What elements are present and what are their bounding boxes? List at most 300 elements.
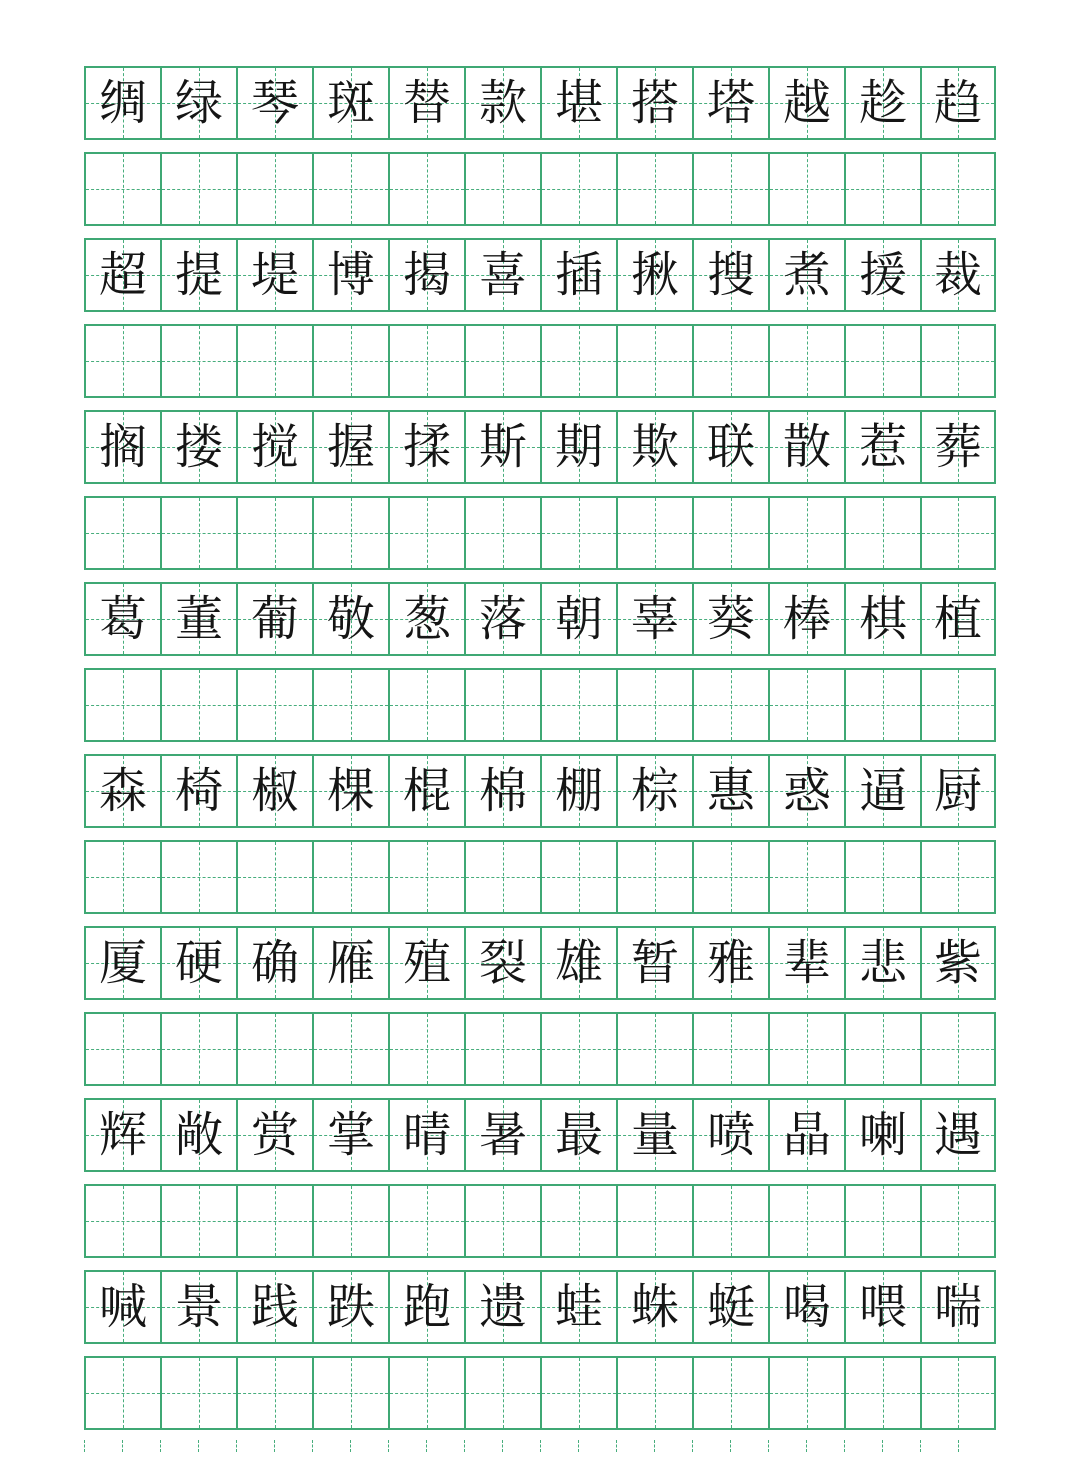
character-glyph (162, 326, 236, 396)
blank-cell (768, 1184, 844, 1258)
character-cell (692, 66, 768, 140)
practice-grid-sheet (84, 66, 996, 1442)
blank-cell (388, 324, 464, 398)
character-glyph (314, 670, 388, 740)
character-glyph (162, 154, 236, 224)
character-glyph (466, 1014, 540, 1084)
character-glyph (770, 1014, 844, 1084)
character-glyph (86, 1358, 160, 1428)
grid-tick (844, 1440, 920, 1454)
character-glyph (314, 326, 388, 396)
character-cell (84, 926, 160, 1000)
character-glyph: 棒 (782, 591, 831, 647)
character-row (84, 410, 996, 484)
character-glyph: 殖 (402, 935, 451, 991)
character-glyph: 逼 (858, 763, 907, 819)
blank-cell (312, 1356, 388, 1430)
blank-cell (768, 840, 844, 914)
character-cell (84, 582, 160, 656)
character-glyph (694, 1014, 768, 1084)
character-glyph: 敞 (174, 1107, 223, 1163)
grid-tick (160, 1440, 236, 1454)
character-glyph (162, 670, 236, 740)
blank-cell (236, 840, 312, 914)
character-cell (236, 926, 312, 1000)
character-glyph: 款 (478, 75, 527, 131)
blank-cell (160, 152, 236, 226)
character-glyph: 椅 (174, 763, 223, 819)
character-cell (236, 1270, 312, 1344)
character-glyph (466, 842, 540, 912)
character-cell (768, 582, 844, 656)
blank-cell (540, 152, 616, 226)
character-glyph (542, 154, 616, 224)
character-glyph (922, 326, 994, 396)
character-cell (312, 582, 388, 656)
blank-cell (540, 1356, 616, 1430)
character-cell (236, 1098, 312, 1172)
character-cell (388, 410, 464, 484)
character-cell (768, 66, 844, 140)
character-glyph: 趋 (933, 75, 982, 131)
character-row (84, 1098, 996, 1172)
blank-cell (388, 1012, 464, 1086)
character-glyph (846, 842, 920, 912)
character-cell (388, 754, 464, 828)
character-glyph: 堪 (554, 75, 603, 131)
character-glyph: 蜓 (706, 1279, 755, 1335)
character-cell (540, 1098, 616, 1172)
character-cell (160, 1098, 236, 1172)
character-glyph (238, 1186, 312, 1256)
character-glyph (770, 1358, 844, 1428)
character-glyph (618, 842, 692, 912)
blank-cell (312, 840, 388, 914)
character-glyph: 揉 (402, 419, 451, 475)
character-glyph: 煮 (782, 247, 831, 303)
character-cell (464, 410, 540, 484)
character-glyph: 葛 (98, 591, 147, 647)
blank-cell (540, 324, 616, 398)
blank-cell (768, 324, 844, 398)
grid-tick (464, 1440, 540, 1454)
character-glyph (390, 326, 464, 396)
character-glyph (542, 498, 616, 568)
character-glyph: 塔 (706, 75, 755, 131)
character-glyph: 喝 (782, 1279, 831, 1335)
character-cell (920, 410, 996, 484)
character-cell (540, 582, 616, 656)
character-glyph: 搭 (630, 75, 679, 131)
character-cell (540, 410, 616, 484)
character-glyph (922, 1186, 994, 1256)
character-glyph (694, 1358, 768, 1428)
character-glyph: 最 (554, 1107, 603, 1163)
character-glyph (846, 670, 920, 740)
blank-cell (768, 668, 844, 742)
character-cell (768, 410, 844, 484)
character-glyph: 搂 (174, 419, 223, 475)
character-glyph (162, 842, 236, 912)
blank-cell (84, 840, 160, 914)
character-cell (464, 1270, 540, 1344)
blank-cell (768, 1356, 844, 1430)
character-cell (464, 238, 540, 312)
character-glyph: 散 (782, 419, 831, 475)
character-cell (388, 926, 464, 1000)
character-glyph: 植 (933, 591, 982, 647)
blank-cell (312, 324, 388, 398)
blank-cell (920, 152, 996, 226)
blank-cell (464, 1184, 540, 1258)
character-glyph: 超 (98, 247, 147, 303)
character-cell (844, 1098, 920, 1172)
character-cell (160, 238, 236, 312)
character-glyph (86, 326, 160, 396)
character-glyph: 硬 (174, 935, 223, 991)
character-glyph (390, 670, 464, 740)
character-glyph (390, 842, 464, 912)
blank-practice-row (84, 668, 996, 742)
character-cell (768, 238, 844, 312)
blank-cell (312, 152, 388, 226)
character-cell (692, 410, 768, 484)
blank-cell (616, 1356, 692, 1430)
blank-cell (920, 1356, 996, 1430)
blank-cell (616, 840, 692, 914)
character-glyph: 喇 (858, 1107, 907, 1163)
character-glyph: 绸 (98, 75, 147, 131)
character-cell (540, 754, 616, 828)
character-glyph: 跑 (402, 1279, 451, 1335)
character-glyph: 斑 (326, 75, 375, 131)
character-glyph: 跌 (326, 1279, 375, 1335)
character-glyph: 掌 (326, 1107, 375, 1163)
character-glyph: 辉 (98, 1107, 147, 1163)
blank-cell (616, 496, 692, 570)
character-row (84, 1270, 996, 1344)
character-cell (84, 410, 160, 484)
blank-cell (236, 668, 312, 742)
character-cell (84, 238, 160, 312)
character-glyph: 惹 (858, 419, 907, 475)
character-glyph (770, 1186, 844, 1256)
blank-cell (312, 496, 388, 570)
blank-cell (388, 1356, 464, 1430)
character-row (84, 754, 996, 828)
character-cell (920, 238, 996, 312)
character-cell (616, 1098, 692, 1172)
character-glyph: 趁 (858, 75, 907, 131)
character-cell (768, 1270, 844, 1344)
character-glyph (846, 326, 920, 396)
blank-cell (464, 1012, 540, 1086)
character-glyph (390, 1186, 464, 1256)
character-cell (540, 1270, 616, 1344)
character-glyph (162, 498, 236, 568)
character-glyph: 敬 (326, 591, 375, 647)
character-cell (920, 754, 996, 828)
character-cell (464, 754, 540, 828)
blank-cell (312, 668, 388, 742)
blank-cell (540, 496, 616, 570)
character-cell (616, 582, 692, 656)
character-glyph: 提 (174, 247, 223, 303)
blank-cell (464, 324, 540, 398)
blank-cell (84, 668, 160, 742)
character-glyph (846, 498, 920, 568)
character-cell (616, 1270, 692, 1344)
character-cell (160, 410, 236, 484)
blank-practice-row (84, 840, 996, 914)
character-glyph (86, 1014, 160, 1084)
character-glyph (238, 154, 312, 224)
blank-cell (540, 1184, 616, 1258)
grid-tick (84, 1440, 160, 1454)
character-glyph: 落 (478, 591, 527, 647)
blank-cell (920, 1184, 996, 1258)
grid-tick (616, 1440, 692, 1454)
character-glyph (314, 1014, 388, 1084)
character-glyph (922, 842, 994, 912)
character-cell (464, 1098, 540, 1172)
character-glyph (922, 1014, 994, 1084)
blank-cell (312, 1184, 388, 1258)
character-glyph: 援 (858, 247, 907, 303)
blank-cell (160, 1184, 236, 1258)
character-glyph (466, 498, 540, 568)
blank-cell (920, 1012, 996, 1086)
character-cell (84, 1270, 160, 1344)
character-glyph (314, 1186, 388, 1256)
blank-cell (464, 152, 540, 226)
character-glyph (618, 1014, 692, 1084)
blank-cell (464, 668, 540, 742)
grid-tick (768, 1440, 844, 1454)
character-glyph (86, 498, 160, 568)
character-glyph: 蛙 (554, 1279, 603, 1335)
character-glyph: 揪 (630, 247, 679, 303)
character-glyph (846, 1014, 920, 1084)
blank-cell (236, 1184, 312, 1258)
character-glyph (314, 498, 388, 568)
character-cell (768, 1098, 844, 1172)
blank-cell (616, 668, 692, 742)
character-glyph: 葵 (706, 591, 755, 647)
character-glyph: 雄 (554, 935, 603, 991)
character-glyph (238, 1014, 312, 1084)
character-cell (920, 66, 996, 140)
character-cell (236, 754, 312, 828)
character-glyph: 联 (706, 419, 755, 475)
character-cell (844, 410, 920, 484)
character-glyph: 插 (554, 247, 603, 303)
character-glyph (314, 842, 388, 912)
character-glyph (542, 1358, 616, 1428)
blank-cell (160, 496, 236, 570)
character-row (84, 238, 996, 312)
character-glyph (238, 842, 312, 912)
character-glyph: 量 (630, 1107, 679, 1163)
character-glyph: 裁 (933, 247, 982, 303)
character-cell (388, 66, 464, 140)
character-cell (692, 582, 768, 656)
character-cell (312, 926, 388, 1000)
character-glyph (694, 670, 768, 740)
character-glyph (542, 1014, 616, 1084)
character-glyph: 惠 (706, 763, 755, 819)
character-glyph (390, 1014, 464, 1084)
character-glyph (86, 154, 160, 224)
blank-cell (540, 1012, 616, 1086)
character-cell (236, 410, 312, 484)
character-cell (768, 926, 844, 1000)
character-glyph (542, 842, 616, 912)
blank-cell (616, 1184, 692, 1258)
character-glyph: 遇 (933, 1107, 982, 1163)
blank-cell (388, 1184, 464, 1258)
character-glyph (694, 154, 768, 224)
character-cell (84, 66, 160, 140)
blank-practice-row (84, 496, 996, 570)
blank-cell (84, 1184, 160, 1258)
character-glyph (694, 498, 768, 568)
grid-continuation-ticks (84, 1440, 996, 1454)
blank-cell (692, 496, 768, 570)
character-cell (616, 754, 692, 828)
character-glyph (466, 670, 540, 740)
character-glyph: 绿 (174, 75, 223, 131)
character-glyph: 喷 (706, 1107, 755, 1163)
character-cell (844, 926, 920, 1000)
blank-cell (84, 152, 160, 226)
character-glyph (466, 1358, 540, 1428)
character-cell (388, 1098, 464, 1172)
grid-tick (692, 1440, 768, 1454)
character-glyph: 喂 (858, 1279, 907, 1335)
grid-tick (540, 1440, 616, 1454)
blank-cell (616, 324, 692, 398)
character-glyph (466, 154, 540, 224)
blank-cell (768, 496, 844, 570)
blank-cell (388, 668, 464, 742)
blank-cell (692, 324, 768, 398)
character-cell (464, 66, 540, 140)
character-glyph: 景 (174, 1279, 223, 1335)
character-cell (312, 410, 388, 484)
character-glyph: 暂 (630, 935, 679, 991)
character-glyph: 紫 (933, 935, 982, 991)
blank-cell (84, 496, 160, 570)
blank-cell (236, 324, 312, 398)
character-cell (844, 66, 920, 140)
blank-cell (84, 324, 160, 398)
character-glyph: 欺 (630, 419, 679, 475)
character-glyph (846, 154, 920, 224)
character-cell (540, 926, 616, 1000)
character-glyph (542, 326, 616, 396)
character-cell (692, 754, 768, 828)
character-glyph (922, 1358, 994, 1428)
blank-cell (844, 496, 920, 570)
blank-cell (464, 1356, 540, 1430)
character-glyph: 喜 (478, 247, 527, 303)
character-cell (844, 754, 920, 828)
character-glyph: 葡 (250, 591, 299, 647)
character-cell (920, 1098, 996, 1172)
blank-cell (236, 152, 312, 226)
character-glyph (618, 1186, 692, 1256)
character-glyph (314, 1358, 388, 1428)
character-glyph: 椒 (250, 763, 299, 819)
character-glyph: 棵 (326, 763, 375, 819)
character-glyph (466, 326, 540, 396)
blank-cell (844, 840, 920, 914)
blank-cell (844, 324, 920, 398)
character-cell (160, 926, 236, 1000)
character-glyph: 越 (782, 75, 831, 131)
blank-cell (920, 668, 996, 742)
character-cell (160, 66, 236, 140)
character-glyph: 厦 (98, 935, 147, 991)
character-cell (844, 1270, 920, 1344)
blank-cell (692, 1356, 768, 1430)
blank-cell (692, 668, 768, 742)
character-glyph (542, 670, 616, 740)
character-cell (616, 926, 692, 1000)
character-glyph (770, 154, 844, 224)
blank-practice-row (84, 1012, 996, 1086)
character-cell (312, 1098, 388, 1172)
character-glyph (846, 1186, 920, 1256)
character-glyph (238, 326, 312, 396)
character-glyph (618, 498, 692, 568)
character-glyph (390, 498, 464, 568)
character-cell (920, 582, 996, 656)
blank-cell (540, 668, 616, 742)
character-glyph: 斯 (478, 419, 527, 475)
character-glyph (314, 154, 388, 224)
character-cell (692, 1098, 768, 1172)
grid-tick (388, 1440, 464, 1454)
character-glyph: 遗 (478, 1279, 527, 1335)
character-glyph (86, 1186, 160, 1256)
character-glyph (770, 842, 844, 912)
character-glyph: 确 (250, 935, 299, 991)
character-cell (388, 582, 464, 656)
character-glyph (86, 670, 160, 740)
character-glyph (922, 154, 994, 224)
character-glyph (162, 1186, 236, 1256)
grid-tick (920, 1440, 996, 1454)
character-glyph: 棋 (858, 591, 907, 647)
character-glyph (846, 1358, 920, 1428)
blank-cell (920, 496, 996, 570)
character-glyph: 悲 (858, 935, 907, 991)
character-glyph: 棚 (554, 763, 603, 819)
blank-cell (920, 840, 996, 914)
character-glyph: 雅 (706, 935, 755, 991)
character-cell (844, 238, 920, 312)
blank-practice-row (84, 152, 996, 226)
blank-cell (692, 152, 768, 226)
character-row (84, 926, 996, 1000)
character-cell (388, 238, 464, 312)
blank-cell (388, 496, 464, 570)
character-glyph: 搁 (98, 419, 147, 475)
character-cell (464, 582, 540, 656)
character-cell (236, 66, 312, 140)
